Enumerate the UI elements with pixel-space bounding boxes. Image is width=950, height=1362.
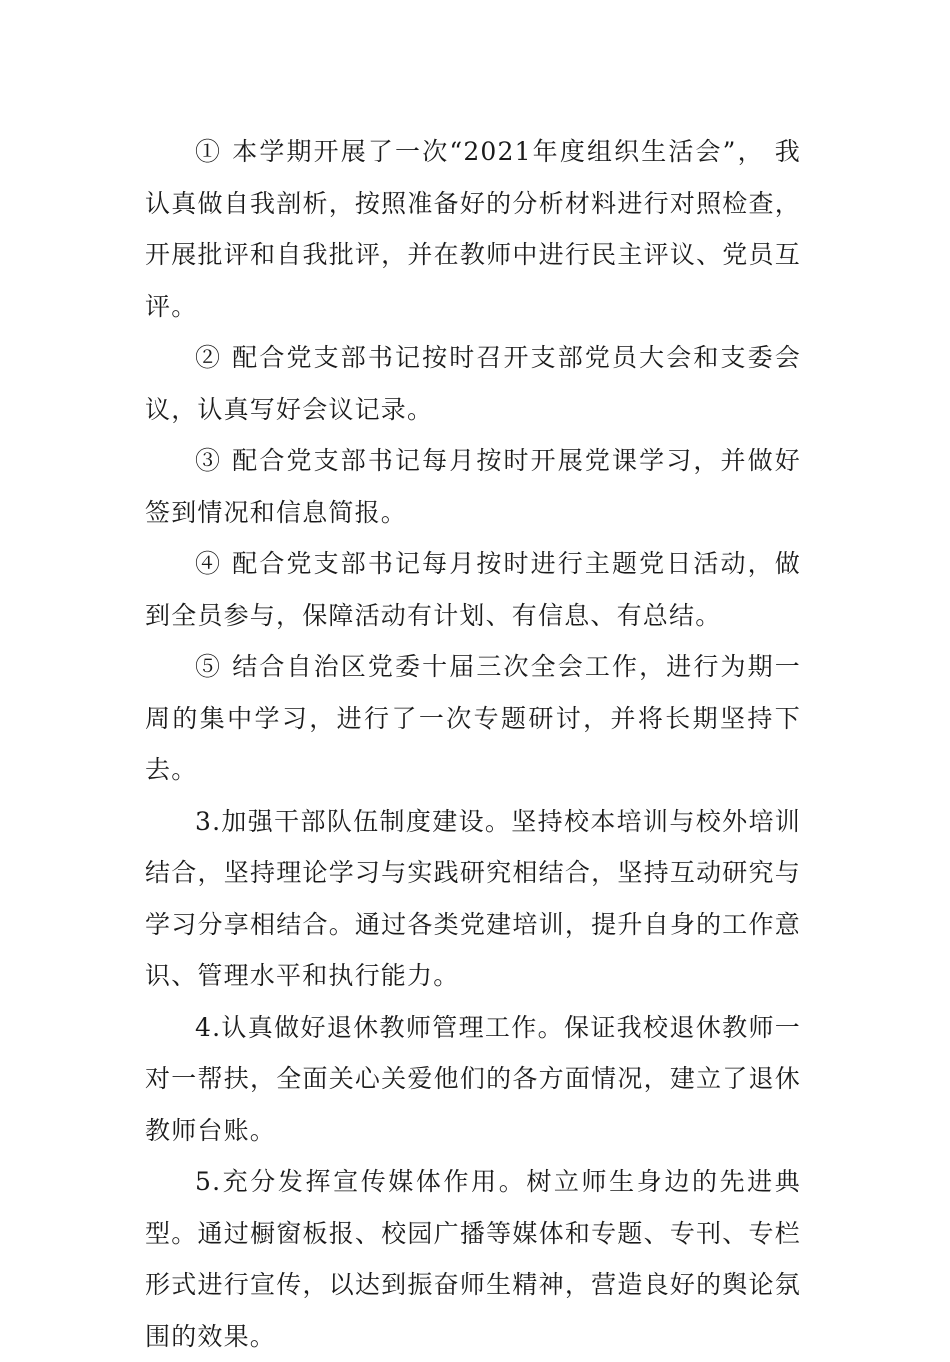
paragraph-retired-teachers: 4.认真做好退休教师管理工作。保证我校退休教师一对一帮扶，全面关心关爱他们的各方面情况，建立了退休教师台账。	[145, 1012, 801, 1145]
paragraph-branch-meetings: ② 配合党支部书记按时召开支部党员大会和支委会议，认真写好会议记录。	[145, 343, 801, 424]
paragraph-theme-day: ④ 配合党支部书记每月按时进行主题党日活动，做到全员参与，保障活动有计划、有信息、有总结。	[145, 549, 801, 630]
document-body	[145, 126, 801, 1362]
paragraph-cadre-building: 3.加强干部队伍制度建设。坚持校本培训与校外培训结合，坚持理论学习与实践研究相结合，坚持互动研究与学习分享相结合。通过各类党建培训，提升自身的工作意识、管理水平和执行能力。	[145, 806, 801, 990]
paragraph-party-lessons: ③ 配合党支部书记每月按时开展党课学习，并做好签到情况和信息简报。	[145, 446, 801, 527]
paragraph-org-life-meeting: ① 本学期开展了一次“2021年度组织生活会”， 我认真做自我剖析，按照准备好的分析材料进行对照检查，开展批评和自我批评，并在教师中进行民主评议、党员互评。	[145, 137, 801, 321]
paragraph-publicity-media: 5.充分发挥宣传媒体作用。树立师生身边的先进典型。通过橱窗板报、校园广播等媒体和专题、专刊、专栏形式进行宣传，以达到振奋师生精神，营造良好的舆论氛围的效果。	[145, 1167, 801, 1351]
paragraph-plenary-study: ⑤ 结合自治区党委十届三次全会工作，进行为期一周的集中学习，进行了一次专题研讨，并将长期坚持下去。	[145, 652, 801, 784]
